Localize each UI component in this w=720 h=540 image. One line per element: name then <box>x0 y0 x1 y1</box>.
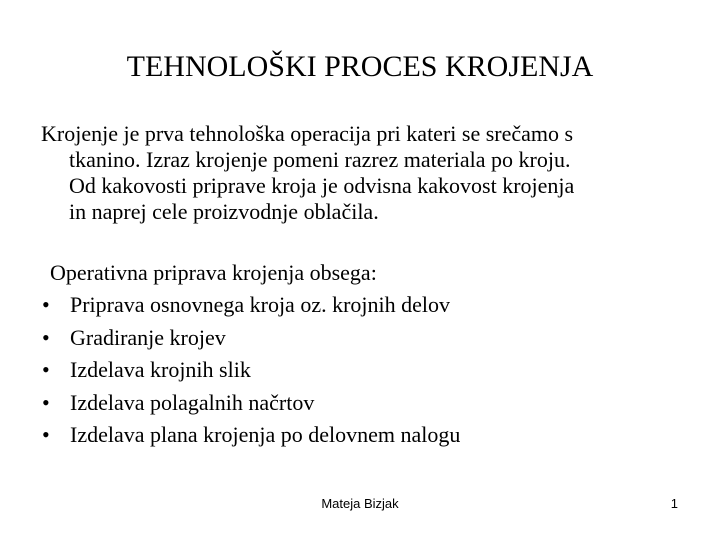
list-item <box>42 419 460 452</box>
intro-line-2: tkanino. Izraz krojenje pomeni razrez materiala po kroju. <box>69 147 571 172</box>
bullet-icon: • <box>42 357 50 382</box>
list-item-text: Gradiranje krojev <box>70 324 226 350</box>
bullet-icon: • <box>42 292 50 317</box>
footer-author: Mateja Bizjak <box>321 496 399 511</box>
bullet-icon: • <box>42 324 50 350</box>
list-item <box>42 354 460 387</box>
bullet-icon: • <box>42 389 50 415</box>
bullet-list <box>42 289 460 452</box>
intro-line-1: Krojenje je prva tehnološka operacija pri kateri se srečamo s <box>41 121 574 146</box>
list-item-text: Izdelava plana krojenja po delovnem nalogu <box>70 422 461 447</box>
list-item <box>42 322 460 355</box>
intro-line-3: Od kakovosti priprave kroja je odvisna kakovost krojenja <box>69 173 575 198</box>
page-number: 1 <box>670 496 678 511</box>
list-item <box>42 387 460 420</box>
bullet-icon: • <box>42 422 50 447</box>
slide-title: TEHNOLOŠKI PROCES KROJENJA <box>126 50 594 83</box>
list-item-text: Izdelava krojnih slik <box>70 357 251 382</box>
list-item <box>42 289 460 322</box>
intro-paragraph <box>41 121 681 225</box>
intro-line-4: in naprej cele proizvodnje oblačila. <box>69 199 379 224</box>
list-item-text: Izdelava polagalnih načrtov <box>70 389 315 415</box>
list-item-text: Priprava osnovnega kroja oz. krojnih delov <box>70 292 451 317</box>
list-heading: Operativna priprava krojenja obsega: <box>50 260 377 285</box>
